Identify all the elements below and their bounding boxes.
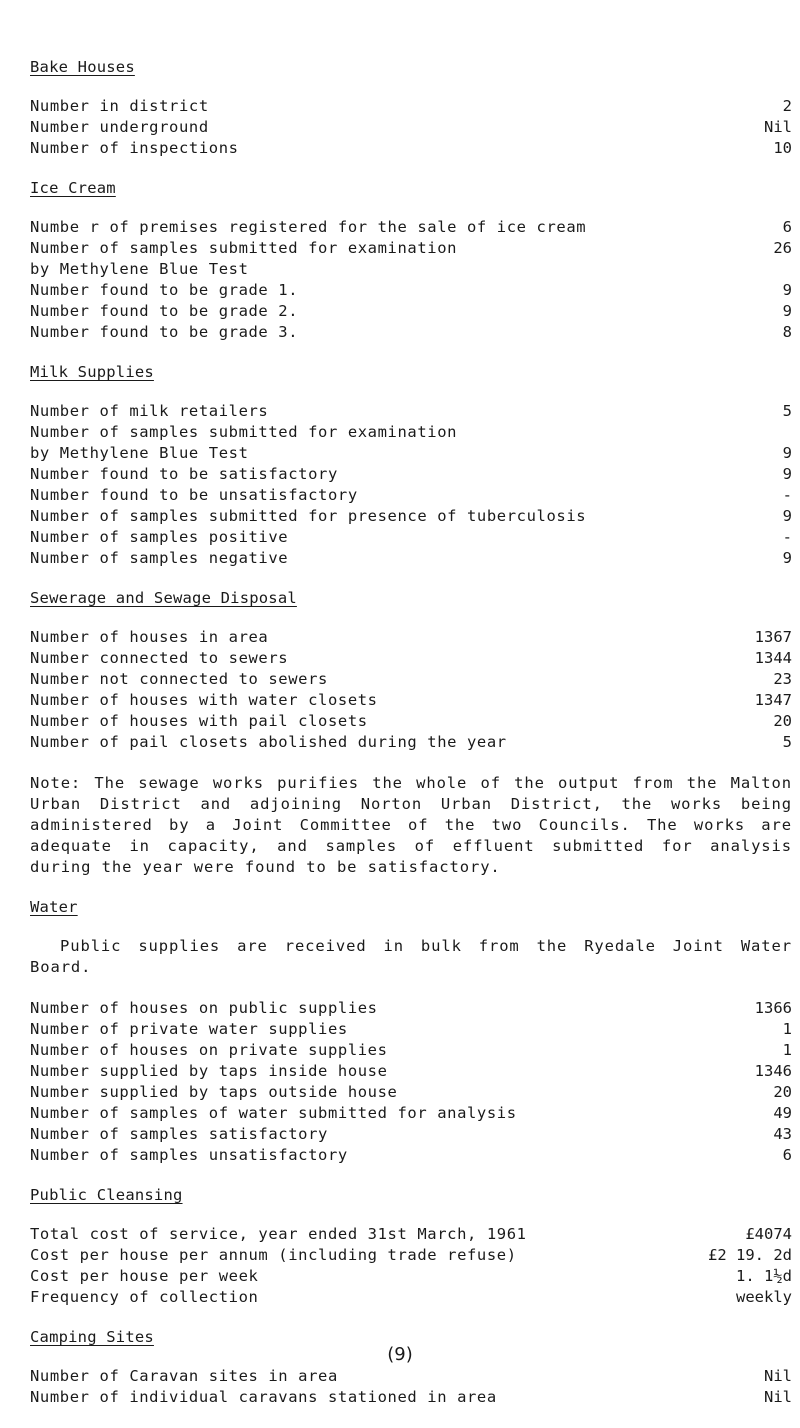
row-value: 1346 bbox=[754, 1062, 792, 1080]
table-row bbox=[30, 711, 792, 732]
table-row bbox=[30, 1082, 792, 1103]
sewerage-note: Note: The sewage works purifies the whole of the output from the Malton Urban District and adjoining Norton Urban District, the works being administered by a Joint Committee of the two Councils. The works are adequate in capacity, and samples of effluent submitted for analysis during the year were found to be satisfactory. bbox=[30, 774, 792, 876]
table-row bbox=[30, 690, 792, 711]
row-value: 1 bbox=[782, 1020, 792, 1038]
table-row bbox=[30, 627, 792, 648]
table-row bbox=[30, 732, 792, 753]
table-row bbox=[30, 464, 792, 485]
section-heading: Public Cleansing bbox=[30, 1186, 183, 1204]
row-value: 2 bbox=[782, 97, 792, 115]
row-label: Number not connected to sewers bbox=[30, 670, 328, 688]
table-row bbox=[30, 1103, 792, 1124]
row-label: Number of samples negative bbox=[30, 549, 289, 567]
row-value: 9 bbox=[782, 444, 792, 462]
row-label: Number of individual caravans stationed in area bbox=[30, 1388, 497, 1406]
row-label: Number of houses on public supplies bbox=[30, 999, 378, 1017]
table-row bbox=[30, 217, 792, 238]
table-row bbox=[30, 322, 792, 343]
row-value: 20 bbox=[773, 1083, 792, 1101]
table-row bbox=[30, 1124, 792, 1145]
page-number: (9) bbox=[387, 1344, 413, 1365]
row-value: 9 bbox=[782, 549, 792, 567]
row-value: 1366 bbox=[754, 999, 792, 1017]
row-label: Number found to be grade 1. bbox=[30, 281, 299, 299]
row-value: 20 bbox=[773, 712, 792, 730]
section-camping-sites bbox=[30, 1328, 792, 1408]
table-row bbox=[30, 1245, 792, 1266]
row-label: Number of samples unsatisfactory bbox=[30, 1146, 348, 1164]
row-label: Numbe r of premises registered for the sale of ice cream bbox=[30, 218, 587, 236]
table-row bbox=[30, 259, 792, 280]
table-row bbox=[30, 301, 792, 322]
row-label: Number of samples submitted for presence of tuberculosis bbox=[30, 507, 587, 525]
row-label: Number in district bbox=[30, 97, 209, 115]
row-label: Number of Caravan sites in area bbox=[30, 1367, 338, 1385]
row-label: Number of samples satisfactory bbox=[30, 1125, 328, 1143]
table-row bbox=[30, 527, 792, 548]
row-label: Number of milk retailers bbox=[30, 402, 269, 420]
row-label: Number supplied by taps outside house bbox=[30, 1083, 398, 1101]
row-label: by Methylene Blue Test bbox=[30, 260, 249, 278]
row-value: 23 bbox=[773, 670, 792, 688]
table-row bbox=[30, 998, 792, 1019]
row-value: 9 bbox=[782, 302, 792, 320]
row-label: Cost per house per annum (including trade refuse) bbox=[30, 1246, 517, 1264]
row-label: Number of samples submitted for examination bbox=[30, 239, 458, 257]
row-value: 1347 bbox=[754, 691, 792, 709]
row-label: Cost per house per week bbox=[30, 1267, 259, 1285]
table-row bbox=[30, 138, 792, 159]
row-label: Number found to be grade 3. bbox=[30, 323, 299, 341]
row-label: Number underground bbox=[30, 118, 209, 136]
row-label: Number of inspections bbox=[30, 139, 239, 157]
table-row bbox=[30, 1061, 792, 1082]
row-label: Number connected to sewers bbox=[30, 649, 289, 667]
row-label: Number of samples positive bbox=[30, 528, 289, 546]
row-value: 1. 1½d bbox=[736, 1267, 792, 1285]
section-water bbox=[30, 898, 792, 1166]
row-label: Number of houses with pail closets bbox=[30, 712, 368, 730]
section-ice-cream bbox=[30, 179, 792, 343]
row-label: Frequency of collection bbox=[30, 1288, 259, 1306]
row-label: Number found to be grade 2. bbox=[30, 302, 299, 320]
row-value: 5 bbox=[782, 733, 792, 751]
row-label: Number of pail closets abolished during the year bbox=[30, 733, 507, 751]
row-value: 1344 bbox=[754, 649, 792, 667]
row-value: £2 19. 2d bbox=[708, 1246, 792, 1264]
row-value: 1367 bbox=[754, 628, 792, 646]
table-row bbox=[30, 669, 792, 690]
table-row bbox=[30, 506, 792, 527]
section-heading: Bake Houses bbox=[30, 58, 135, 76]
table-row bbox=[30, 280, 792, 301]
row-label: Number of private water supplies bbox=[30, 1020, 348, 1038]
row-value: 9 bbox=[782, 465, 792, 483]
table-row bbox=[30, 1019, 792, 1040]
section-bake-houses bbox=[30, 58, 792, 159]
section-milk-supplies bbox=[30, 363, 792, 569]
row-label: Number found to be satisfactory bbox=[30, 465, 338, 483]
table-row bbox=[30, 117, 792, 138]
section-sewerage bbox=[30, 589, 792, 753]
table-row bbox=[30, 96, 792, 117]
table-row bbox=[30, 1224, 792, 1245]
row-value: 9 bbox=[782, 281, 792, 299]
row-value: £4074 bbox=[745, 1225, 792, 1243]
section-heading: Milk Supplies bbox=[30, 363, 154, 381]
row-value: Nil bbox=[764, 118, 792, 136]
row-value: 6 bbox=[782, 1146, 792, 1164]
table-row bbox=[30, 648, 792, 669]
section-heading: Camping Sites bbox=[30, 1328, 154, 1346]
row-value: 43 bbox=[773, 1125, 792, 1143]
row-label: Number supplied by taps inside house bbox=[30, 1062, 388, 1080]
table-row bbox=[30, 422, 792, 443]
table-row bbox=[30, 401, 792, 422]
row-label: Number of samples submitted for examination bbox=[30, 423, 458, 441]
table-row bbox=[30, 1287, 792, 1308]
row-value: 49 bbox=[773, 1104, 792, 1122]
section-public-cleansing bbox=[30, 1186, 792, 1308]
row-value: - bbox=[782, 528, 792, 546]
row-value: 5 bbox=[782, 402, 792, 420]
row-value: Nil bbox=[764, 1388, 792, 1406]
table-row bbox=[30, 443, 792, 464]
table-row bbox=[30, 548, 792, 569]
section-heading: Sewerage and Sewage Disposal bbox=[30, 589, 297, 607]
table-row bbox=[30, 238, 792, 259]
row-value: - bbox=[782, 486, 792, 504]
table-row bbox=[30, 485, 792, 506]
row-label: Total cost of service, year ended 31st March, 1961 bbox=[30, 1225, 527, 1243]
section-heading: Ice Cream bbox=[30, 179, 116, 197]
row-label: Number of houses on private supplies bbox=[30, 1041, 388, 1059]
document-page bbox=[30, 58, 792, 1428]
row-value: 8 bbox=[782, 323, 792, 341]
table-row bbox=[30, 1266, 792, 1287]
row-value: 26 bbox=[773, 239, 792, 257]
row-value: 10 bbox=[773, 139, 792, 157]
table-row bbox=[30, 1387, 792, 1408]
row-value: 9 bbox=[782, 507, 792, 525]
row-label: Number of houses in area bbox=[30, 628, 269, 646]
row-label: Number found to be unsatisfactory bbox=[30, 486, 358, 504]
row-value: Nil bbox=[764, 1367, 792, 1385]
row-value: 1 bbox=[782, 1041, 792, 1059]
row-label: by Methylene Blue Test bbox=[30, 444, 249, 462]
water-intro: Public supplies are received in bulk from the Ryedale Joint Water Board. bbox=[30, 937, 792, 976]
row-label: Number of houses with water closets bbox=[30, 691, 378, 709]
row-value: weekly bbox=[736, 1288, 792, 1306]
row-value: 6 bbox=[782, 218, 792, 236]
section-heading: Water bbox=[30, 898, 78, 916]
row-label: Number of samples of water submitted for analysis bbox=[30, 1104, 517, 1122]
table-row bbox=[30, 1040, 792, 1061]
table-row bbox=[30, 1145, 792, 1166]
table-row bbox=[30, 1366, 792, 1387]
